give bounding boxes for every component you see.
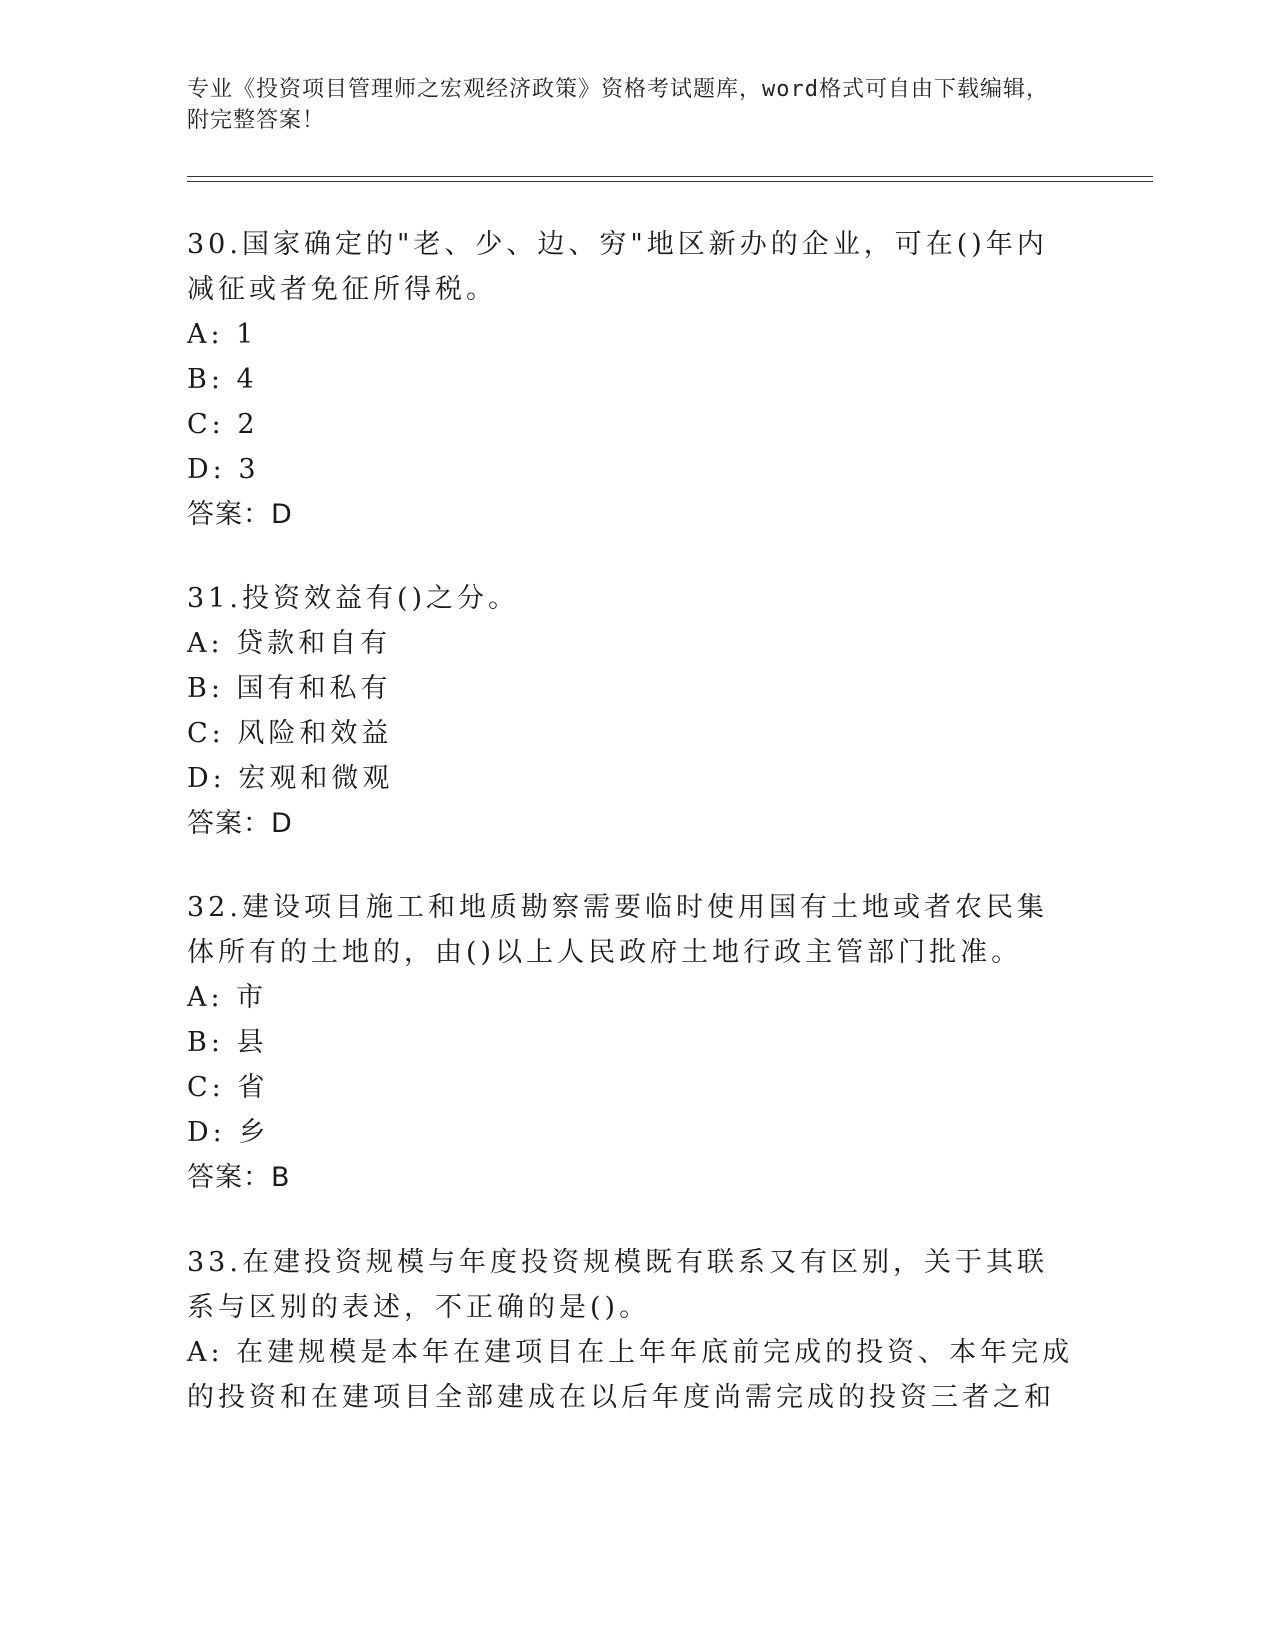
header-rule-bottom (187, 181, 1153, 182)
answer-label: 答案： (187, 499, 271, 530)
option-d: D: 乡 (187, 1117, 270, 1148)
answer-value: B (271, 1162, 291, 1193)
option-b: B: 4 (187, 364, 258, 395)
question-32 (187, 885, 1077, 1200)
answer-line (187, 492, 1077, 537)
answer-label: 答案： (187, 1162, 271, 1193)
question-stem: 33.在建投资规模与年度投资规模既有联系又有区别，关于其联系与区别的表述，不正确的是()。 (187, 1247, 1048, 1323)
question-30 (187, 222, 1077, 537)
question-stem: 31.投资效益有()之分。 (187, 583, 520, 614)
question-stem: 30.国家确定的"老、少、边、穷"地区新办的企业，可在()年内减征或者免征所得税。 (187, 229, 1048, 305)
option-b: B: 县 (187, 1027, 268, 1058)
document-header: 专业《投资项目管理师之宏观经济政策》资格考试题库，word格式可自由下载编辑，附完整答案！ (187, 77, 1049, 133)
option-c: C: 2 (187, 409, 259, 440)
answer-line (187, 801, 1077, 846)
header-rule-top (187, 176, 1153, 177)
option-d: D: 3 (187, 454, 260, 485)
option-c: C: 风险和效益 (187, 718, 393, 749)
answer-value: D (271, 499, 293, 530)
option-a: A: 1 (187, 319, 258, 350)
option-c: C: 省 (187, 1072, 269, 1103)
option-d: D: 宏观和微观 (187, 763, 394, 794)
question-31 (187, 576, 1077, 846)
answer-label: 答案： (187, 808, 271, 839)
question-stem: 32.建设项目施工和地质勘察需要临时使用国有土地或者农民集体所有的土地的，由()以上人民政府土地行政主管部门批准。 (187, 892, 1048, 968)
option-a: A: 在建规模是本年在建项目在上年年底前完成的投资、本年完成的投资和在建项目全部建成在以后年度尚需完成的投资三者之和 (187, 1337, 1074, 1413)
answer-value: D (271, 808, 293, 839)
option-a: A: 贷款和自有 (187, 628, 392, 659)
question-33 (187, 1240, 1077, 1420)
option-a: A: 市 (187, 982, 268, 1013)
answer-line (187, 1155, 1077, 1200)
option-b: B: 国有和私有 (187, 673, 392, 704)
